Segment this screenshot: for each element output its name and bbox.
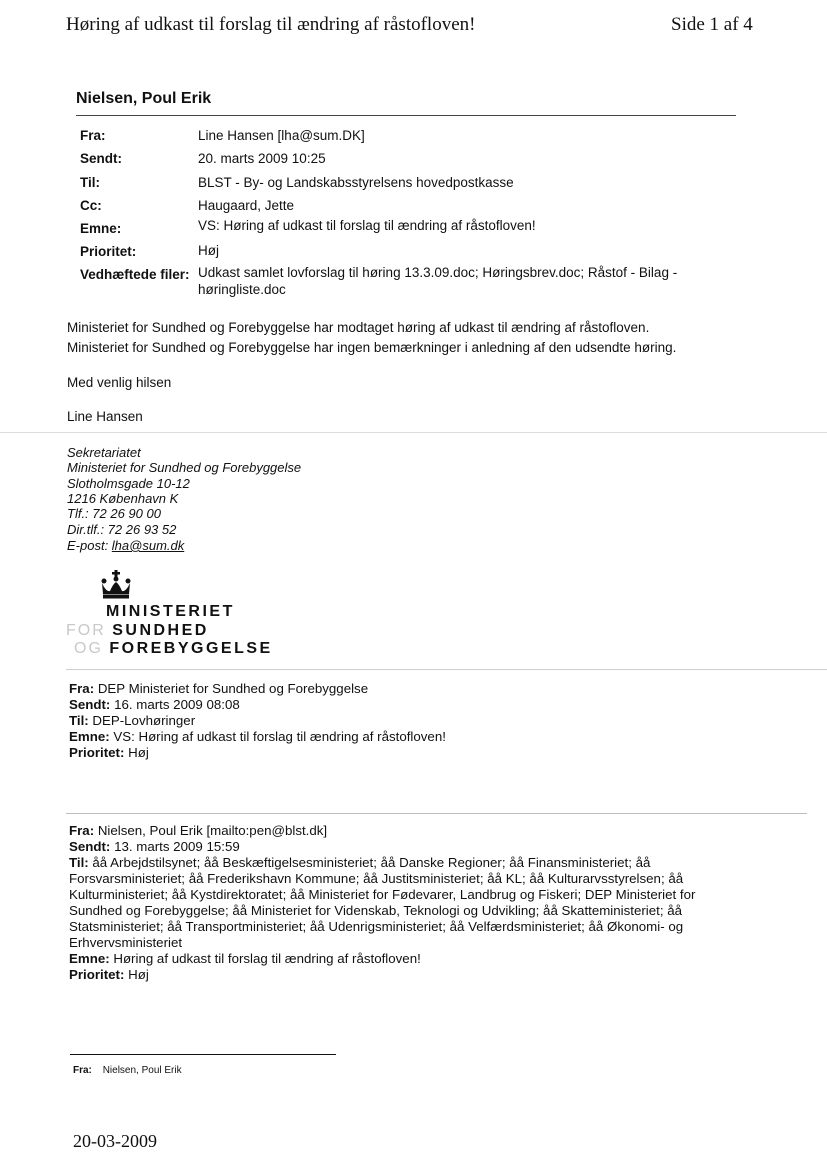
fw1-subject-label: Emne: (69, 729, 110, 744)
fw2-to-line: Erhvervsministeriet (69, 935, 183, 950)
closing: Med venlig hilsen (67, 375, 172, 390)
signature-email-link[interactable]: lha@sum.dk (111, 538, 185, 553)
fw1-subject-value: VS: Høring af udkast til forslag til ændring af råstofloven! (109, 729, 446, 744)
fw2-to-line: Kulturministeriet; åå Kystdirektoratet; åå Ministeriet for Fødevarer, Landbrug og Fiskeri; DEP Ministeriet for (69, 887, 696, 902)
fw2-to-line: Sundhed og Forebyggelse; åå Ministeriet for Videnskab, Teknologi og Udvikling; åå Skatteministeriet; åå (69, 903, 683, 918)
attachments-value-line1: Udkast samlet lovforslag til høring 13.3.09.doc; Høringsbrev.doc; Råstof - Bilag - (198, 265, 678, 280)
fw1-to-label: Til: (69, 713, 89, 728)
divider-1 (0, 432, 827, 433)
signature-line: Slotholmsgade 10-12 (67, 476, 190, 491)
page-number: Side 1 af 4 (671, 14, 753, 35)
cc-value: Haugaard, Jette (198, 198, 295, 213)
mailbox-owner: Nielsen, Poul Erik (76, 90, 212, 107)
logo-line-ministeriet: MINISTERIET (106, 603, 235, 620)
fw1-sent-value: 16. marts 2009 08:08 (110, 697, 240, 712)
attachments-label: Vedhæftede filer: (80, 267, 190, 282)
cc-label: Cc: (80, 198, 102, 213)
to-label: Til: (80, 175, 100, 190)
fw2-to-line: Statsministeriet; åå Transportministeriet; åå Udenrigsministeriet; åå Velfærdsministeriet; åå Økonomi- og (69, 919, 684, 934)
footer-date: 20-03-2009 (73, 1131, 157, 1151)
footnote (73, 1065, 182, 1076)
fw1-from-value: DEP Ministeriet for Sundhed og Forebyggelse (94, 681, 369, 696)
body-paragraph-line1: Ministeriet for Sundhed og Forebyggelse har modtaget høring af udkast til ændring af råstofloven. (67, 320, 650, 335)
fw2-to-label: Til: (69, 855, 89, 870)
forward-message-1 (69, 681, 789, 761)
subject-value: VS: Høring af udkast til forslag til ændring af råstofloven! (198, 218, 536, 233)
fw1-priority-label: Prioritet: (69, 745, 125, 760)
body-paragraph-line2: Ministeriet for Sundhed og Forebyggelse har ingen bemærkninger i anledning af den udsendte høring. (67, 340, 677, 355)
fw2-from-label: Fra: (69, 823, 95, 838)
to-value: BLST - By- og Landskabsstyrelsens hovedpostkasse (198, 175, 514, 190)
attachments-value-line2: høringliste.doc (198, 282, 286, 297)
sent-label: Sendt: (80, 151, 122, 166)
fw2-subject-label: Emne: (69, 951, 110, 966)
fw1-sent-label: Sendt: (69, 697, 111, 712)
forward-message-2 (69, 823, 809, 983)
fw2-sent-label: Sendt: (69, 839, 111, 854)
signature-line: Dir.tlf.: 72 26 93 52 (67, 522, 177, 537)
fw1-from-label: Fra: (69, 681, 95, 696)
page-title: Høring af udkast til forslag til ændring af råstofloven! (66, 14, 476, 35)
fw1-to-value: DEP-Lovhøringer (88, 713, 196, 728)
footnote-rule (70, 1054, 336, 1055)
fw2-subject-value: Høring af udkast til forslag til ændring af råstofloven! (109, 951, 421, 966)
priority-value: Høj (198, 243, 219, 258)
crown-icon (98, 570, 134, 600)
logo-line-sundhed (66, 622, 209, 640)
divider-3 (66, 813, 807, 814)
signature-line: Tlf.: 72 26 90 00 (67, 506, 161, 521)
logo-prefix-og: OG (74, 640, 110, 657)
signature-line: 1216 København K (67, 491, 179, 506)
header-divider (76, 115, 736, 116)
logo-prefix-for: FOR (66, 622, 113, 639)
fw1-priority-value: Høj (124, 745, 149, 760)
logo-word-sundhed: SUNDHED (112, 622, 209, 639)
fw2-from-value: Nielsen, Poul Erik [mailto:pen@blst.dk] (94, 823, 328, 838)
signature-email-label: E-post: (67, 538, 112, 553)
fw2-to-line: åå Arbejdstilsynet; åå Beskæftigelsesministeriet; åå Danske Regioner; åå Finansministeriet; åå (88, 855, 651, 870)
logo-word-forebyggelse: FOREBYGGELSE (109, 640, 273, 657)
footnote-from-value: Nielsen, Poul Erik (102, 1065, 182, 1076)
from-label: Fra: (80, 128, 106, 143)
fw2-sent-value: 13. marts 2009 15:59 (110, 839, 240, 854)
subject-label: Emne: (80, 221, 122, 236)
divider-2 (66, 669, 827, 670)
fw2-to-line: Forsvarsministeriet; åå Frederikshavn Kommune; åå Justitsministeriet; åå KL; åå Kulturarvsstyrelsen; åå (69, 871, 684, 886)
from-value: Line Hansen [lha@sum.DK] (198, 128, 365, 143)
sent-value: 20. marts 2009 10:25 (198, 151, 326, 166)
fw2-priority-value: Høj (124, 967, 149, 982)
fw2-priority-label: Prioritet: (69, 967, 125, 982)
signature-line: Ministeriet for Sundhed og Forebyggelse (67, 460, 302, 475)
footnote-from-label: Fra: (73, 1065, 92, 1076)
logo-line-forebyggelse (74, 640, 273, 658)
signature-email-line (67, 538, 184, 553)
signer-name: Line Hansen (67, 409, 143, 424)
priority-label: Prioritet: (80, 244, 137, 259)
signature-line: Sekretariatet (67, 445, 141, 460)
